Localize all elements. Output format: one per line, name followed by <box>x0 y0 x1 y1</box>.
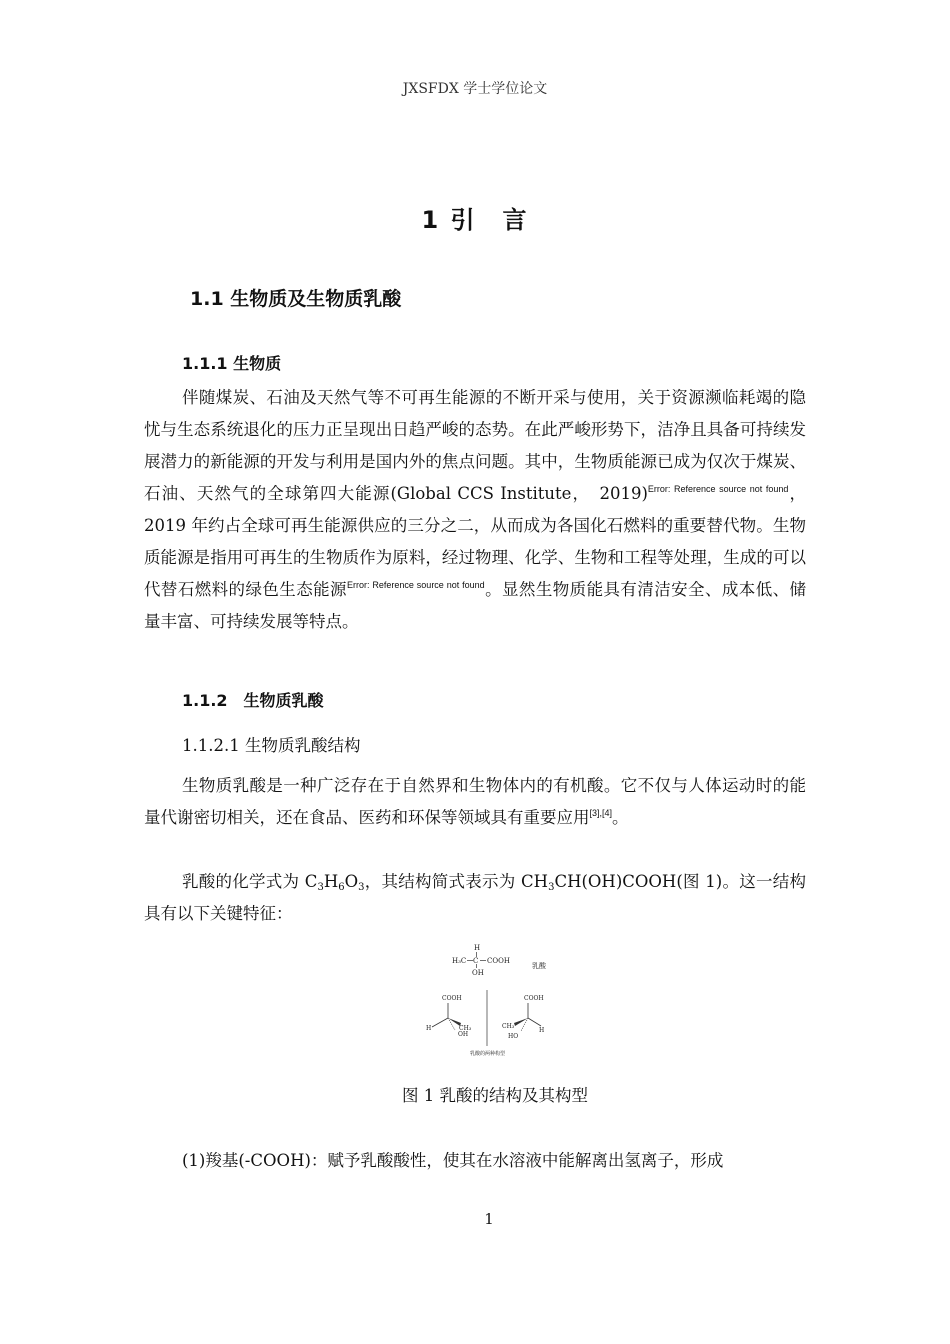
figure-subcaption: 乳酸的两种构型 <box>470 1051 506 1057</box>
paragraph-lactic-acid <box>144 770 806 834</box>
paragraph-text: O <box>344 872 359 891</box>
paragraph-text: H <box>323 872 339 891</box>
figure-label-right-cooh: COOH <box>524 995 544 1002</box>
figure-label-name: 乳酸 <box>532 962 546 970</box>
paragraph-text: 生物质乳酸是一种广泛存在于自然界和生物体内的有机酸。它不仅与人体运动时的能量代谢密切相关，还在食品、医药和环保等领域具有重要应用 <box>144 776 806 827</box>
paragraph-text: 。显然生物质能具有清洁安全、成本低、储量丰富、可持续发展等特点。 <box>144 580 807 631</box>
bond-line <box>432 1018 448 1027</box>
paragraph-text: CH(OH)COOH(图 1)。这一结构具有以下关键特征： <box>144 872 806 923</box>
paragraph-carboxyl: (1)羧基(-COOH)：赋予乳酸酸性，使其在水溶液中能解离出氢离子，形成 <box>182 1151 724 1170</box>
paragraph-formula <box>144 866 806 930</box>
section-title: 1.1 生物质及生物质乳酸 <box>190 288 402 310</box>
citation: [3],[4] <box>589 808 613 818</box>
figure-label-right-h: H <box>539 1027 545 1034</box>
figure-label-left-cooh: COOH <box>442 995 462 1002</box>
subscript: 3 <box>548 882 555 893</box>
lactic-acid-structure-figure <box>420 940 550 1062</box>
subscript: 3 <box>358 882 365 893</box>
figure-label-c: C <box>473 957 479 965</box>
running-header: JXSFDX 学士学位论文 <box>402 81 548 97</box>
subscript: 6 <box>338 882 345 893</box>
figure-label-right-ho: HO <box>508 1033 519 1040</box>
figure-label-left-oh: OH <box>458 1031 469 1038</box>
figure-label-right-ch3: CH₃ <box>502 1023 515 1030</box>
subsubsection-heading-1-1-2-1: 1.1.2.1 生物质乳酸结构 <box>182 736 361 755</box>
paragraph-biomass <box>144 382 806 638</box>
figure-label-h: H <box>474 944 481 952</box>
figure-label-oh: OH <box>472 969 484 977</box>
bond-line <box>528 1018 541 1026</box>
chapter-title: 1 引 言 <box>421 206 529 234</box>
paragraph-text: 伴随煤炭、石油及天然气等不可再生能源的不断开采与使用，关于资源濒临耗竭的隐忧与生态系统退化的压力正呈现出日趋严峻的态势。在此严峻形势下，洁净且具备可持续发展潜力的新能源的开发与利用是国内外的焦点问题。其中，生物质能源已成为仅次于煤炭、石油、天然气的全球第四大能源(Global CCS Institute， 2019) <box>144 388 806 503</box>
figure-caption: 图 1 乳酸的结构及其构型 <box>402 1086 588 1105</box>
figure-label-left-h: H <box>426 1025 432 1032</box>
paragraph-text: ，2019 年约占全球可再生能源供应的三分之二，从而成为各国化石燃料的重要替代物。生物质能源是指用可再生的生物质作为原料，经过物理、化学、生物和工程等处理，生成的可以代替石燃料的绿色生态能源 <box>144 484 806 599</box>
figure-label-h3c: H₃C <box>452 957 467 965</box>
paragraph-text: 。 <box>612 808 629 827</box>
figure-label-left-ch3: CH₃ <box>459 1025 472 1032</box>
figure-label-cooh: COOH <box>487 957 510 965</box>
paragraph-text: 乳酸的化学式为 C <box>182 872 318 891</box>
subsection-heading-1-1-1: 1.1.1 生物质 <box>182 354 282 373</box>
paragraph-text: ，其结构简式表示为 CH <box>364 872 549 891</box>
page-number: 1 <box>484 1210 494 1228</box>
subsection-heading-1-1-2: 1.1.2 生物质乳酸 <box>182 691 324 710</box>
citation-error: Error: Reference source not found <box>346 580 485 590</box>
subscript: 3 <box>317 882 324 893</box>
citation-error: Error: Reference source not found <box>647 484 789 494</box>
